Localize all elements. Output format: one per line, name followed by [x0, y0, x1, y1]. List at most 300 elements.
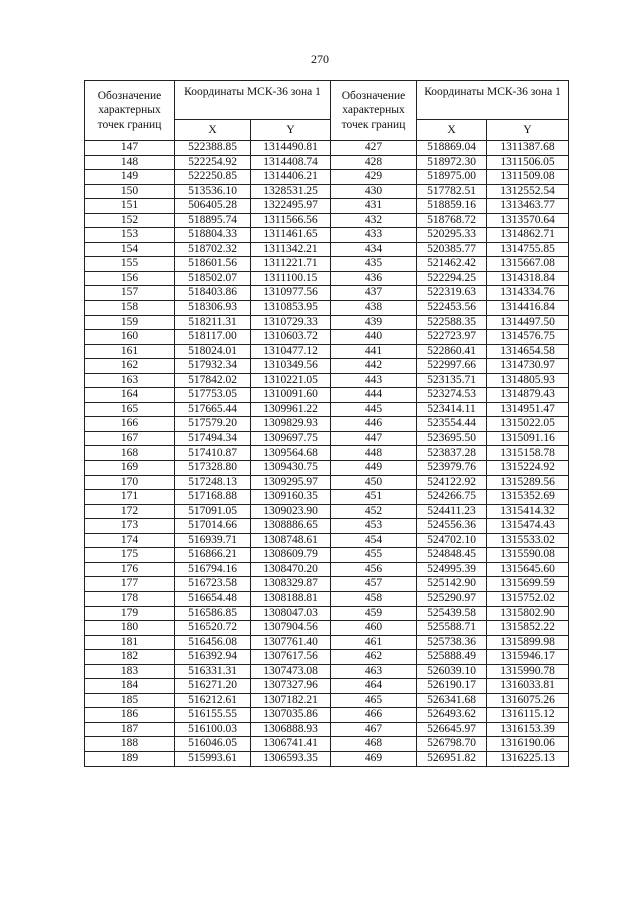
table-row: [85, 301, 569, 316]
table-row: [85, 533, 569, 548]
table-row: [85, 286, 569, 301]
table-row: [85, 184, 569, 199]
x-coordinate-cell: 517932.34: [175, 359, 251, 374]
y-coordinate-cell: 1310349.56: [251, 359, 331, 374]
point-id-cell: 176: [85, 562, 175, 577]
point-id-cell: 441: [331, 344, 417, 359]
x-coordinate-cell: 524995.39: [417, 562, 487, 577]
point-id-cell: 439: [331, 315, 417, 330]
point-id-cell: 452: [331, 504, 417, 519]
table-row: [85, 519, 569, 534]
x-coordinate-cell: 522250.85: [175, 170, 251, 185]
table-row: [85, 751, 569, 766]
table-row: [85, 722, 569, 737]
x-coordinate-cell: 516794.16: [175, 562, 251, 577]
point-id-cell: 150: [85, 184, 175, 199]
y-coordinate-cell: 1309160.35: [251, 490, 331, 505]
y-coordinate-cell: 1314416.84: [487, 301, 569, 316]
x-coordinate-cell: 517665.44: [175, 402, 251, 417]
point-id-cell: 166: [85, 417, 175, 432]
table-row: [85, 315, 569, 330]
y-coordinate-cell: 1311506.05: [487, 155, 569, 170]
x-coordinate-cell: 523695.50: [417, 431, 487, 446]
x-coordinate-cell: 518702.32: [175, 242, 251, 257]
point-id-cell: 189: [85, 751, 175, 766]
point-id-cell: 468: [331, 737, 417, 752]
x-coordinate-cell: 517494.34: [175, 431, 251, 446]
point-id-cell: 433: [331, 228, 417, 243]
y-coordinate-cell: 1308329.87: [251, 577, 331, 592]
y-coordinate-cell: 1316115.12: [487, 708, 569, 723]
y-coordinate-cell: 1311342.21: [251, 242, 331, 257]
point-id-cell: 164: [85, 388, 175, 403]
x-coordinate-cell: 522860.41: [417, 344, 487, 359]
table-row: [85, 330, 569, 345]
x-coordinate-cell: 522997.66: [417, 359, 487, 374]
y-header-left: Y: [251, 120, 331, 141]
point-id-cell: 183: [85, 664, 175, 679]
x-coordinate-cell: 515993.61: [175, 751, 251, 766]
y-coordinate-cell: 1310477.12: [251, 344, 331, 359]
table-row: [85, 373, 569, 388]
x-coordinate-cell: 518117.00: [175, 330, 251, 345]
point-id-cell: 172: [85, 504, 175, 519]
y-coordinate-cell: 1307182.21: [251, 693, 331, 708]
x-coordinate-cell: 518601.56: [175, 257, 251, 272]
y-coordinate-cell: 1307473.08: [251, 664, 331, 679]
x-coordinate-cell: 524122.92: [417, 475, 487, 490]
x-coordinate-cell: 518768.72: [417, 213, 487, 228]
point-id-cell: 465: [331, 693, 417, 708]
y-coordinate-cell: 1314654.58: [487, 344, 569, 359]
y-coordinate-cell: 1316033.81: [487, 679, 569, 694]
table-row: [85, 650, 569, 665]
y-coordinate-cell: 1315474.43: [487, 519, 569, 534]
point-id-cell: 464: [331, 679, 417, 694]
y-coordinate-cell: 1310221.05: [251, 373, 331, 388]
point-id-cell: 449: [331, 461, 417, 476]
y-coordinate-cell: 1311387.68: [487, 141, 569, 156]
table-row: [85, 548, 569, 563]
y-coordinate-cell: 1309430.75: [251, 461, 331, 476]
point-id-cell: 457: [331, 577, 417, 592]
y-coordinate-cell: 1316190.06: [487, 737, 569, 752]
x-coordinate-cell: 526039.10: [417, 664, 487, 679]
y-coordinate-cell: 1316225.13: [487, 751, 569, 766]
x-coordinate-cell: 517579.20: [175, 417, 251, 432]
y-coordinate-cell: 1307327.96: [251, 679, 331, 694]
x-coordinate-cell: 513536.10: [175, 184, 251, 199]
x-coordinate-cell: 525439.58: [417, 606, 487, 621]
point-id-cell: 169: [85, 461, 175, 476]
point-id-cell: 177: [85, 577, 175, 592]
x-coordinate-cell: 521462.42: [417, 257, 487, 272]
y-coordinate-cell: 1315899.98: [487, 635, 569, 650]
x-coordinate-cell: 517753.05: [175, 388, 251, 403]
x-coordinate-cell: 523554.44: [417, 417, 487, 432]
y-coordinate-cell: 1315091.16: [487, 431, 569, 446]
point-id-cell: 435: [331, 257, 417, 272]
x-coordinate-cell: 523135.71: [417, 373, 487, 388]
x-coordinate-cell: 516271.20: [175, 679, 251, 694]
y-coordinate-cell: 1308748.61: [251, 533, 331, 548]
y-coordinate-cell: 1309023.90: [251, 504, 331, 519]
table-row: [85, 708, 569, 723]
table-row: [85, 577, 569, 592]
table-row: [85, 693, 569, 708]
x-coordinate-cell: 517328.80: [175, 461, 251, 476]
x-coordinate-cell: 526951.82: [417, 751, 487, 766]
y-coordinate-cell: 1311566.56: [251, 213, 331, 228]
y-coordinate-cell: 1308470.20: [251, 562, 331, 577]
coordinates-table: [84, 80, 569, 767]
y-coordinate-cell: 1315289.56: [487, 475, 569, 490]
table-row: [85, 228, 569, 243]
point-id-cell: 186: [85, 708, 175, 723]
table-row: [85, 359, 569, 374]
y-coordinate-cell: 1309829.93: [251, 417, 331, 432]
x-coordinate-cell: 516331.31: [175, 664, 251, 679]
x-coordinate-cell: 518804.33: [175, 228, 251, 243]
x-coordinate-cell: 516586.85: [175, 606, 251, 621]
y-coordinate-cell: 1309295.97: [251, 475, 331, 490]
y-coordinate-cell: 1310729.33: [251, 315, 331, 330]
point-id-cell: 185: [85, 693, 175, 708]
point-id-cell: 436: [331, 271, 417, 286]
point-id-cell: 161: [85, 344, 175, 359]
point-id-cell: 454: [331, 533, 417, 548]
point-id-cell: 428: [331, 155, 417, 170]
x-coordinate-cell: 524848.45: [417, 548, 487, 563]
x-coordinate-cell: 523837.28: [417, 446, 487, 461]
y-coordinate-cell: 1315946.17: [487, 650, 569, 665]
point-id-cell: 453: [331, 519, 417, 534]
point-id-cell: 152: [85, 213, 175, 228]
point-id-cell: 179: [85, 606, 175, 621]
y-coordinate-cell: 1311509.08: [487, 170, 569, 185]
y-coordinate-cell: 1310853.95: [251, 301, 331, 316]
x-coordinate-cell: 522588.35: [417, 315, 487, 330]
x-coordinate-cell: 524556.36: [417, 519, 487, 534]
point-id-cell: 427: [331, 141, 417, 156]
x-coordinate-cell: 522254.92: [175, 155, 251, 170]
y-header-right: Y: [487, 120, 569, 141]
x-coordinate-cell: 518895.74: [175, 213, 251, 228]
x-coordinate-cell: 517168.88: [175, 490, 251, 505]
designation-header-right: Обозначение характерных точек границ: [331, 81, 417, 141]
y-coordinate-cell: 1311461.65: [251, 228, 331, 243]
x-coordinate-cell: 518972.30: [417, 155, 487, 170]
y-coordinate-cell: 1309564.68: [251, 446, 331, 461]
y-coordinate-cell: 1314318.84: [487, 271, 569, 286]
table-row: [85, 461, 569, 476]
x-coordinate-cell: 506405.28: [175, 199, 251, 214]
table-body: [85, 141, 569, 767]
point-id-cell: 148: [85, 155, 175, 170]
y-coordinate-cell: 1308886.65: [251, 519, 331, 534]
point-id-cell: 157: [85, 286, 175, 301]
y-coordinate-cell: 1315667.08: [487, 257, 569, 272]
point-id-cell: 467: [331, 722, 417, 737]
y-coordinate-cell: 1315414.32: [487, 504, 569, 519]
point-id-cell: 170: [85, 475, 175, 490]
point-id-cell: 180: [85, 621, 175, 636]
point-id-cell: 440: [331, 330, 417, 345]
x-coordinate-cell: 516392.94: [175, 650, 251, 665]
table-row: [85, 170, 569, 185]
x-coordinate-cell: 516100.03: [175, 722, 251, 737]
point-id-cell: 446: [331, 417, 417, 432]
point-id-cell: 442: [331, 359, 417, 374]
point-id-cell: 160: [85, 330, 175, 345]
x-coordinate-cell: 522388.85: [175, 141, 251, 156]
x-coordinate-cell: 526190.17: [417, 679, 487, 694]
table-row: [85, 199, 569, 214]
point-id-cell: 443: [331, 373, 417, 388]
y-coordinate-cell: 1315699.59: [487, 577, 569, 592]
table-row: [85, 562, 569, 577]
x-coordinate-cell: 522319.63: [417, 286, 487, 301]
point-id-cell: 461: [331, 635, 417, 650]
x-coordinate-cell: 523979.76: [417, 461, 487, 476]
point-id-cell: 434: [331, 242, 417, 257]
point-id-cell: 466: [331, 708, 417, 723]
y-coordinate-cell: 1314497.50: [487, 315, 569, 330]
x-coordinate-cell: 517091.05: [175, 504, 251, 519]
point-id-cell: 167: [85, 431, 175, 446]
table-row: [85, 737, 569, 752]
x-coordinate-cell: 518502.07: [175, 271, 251, 286]
x-coordinate-cell: 523274.53: [417, 388, 487, 403]
y-coordinate-cell: 1315158.78: [487, 446, 569, 461]
table-header: [85, 81, 569, 141]
y-coordinate-cell: 1309697.75: [251, 431, 331, 446]
y-coordinate-cell: 1314755.85: [487, 242, 569, 257]
point-id-cell: 175: [85, 548, 175, 563]
x-coordinate-cell: 516654.48: [175, 591, 251, 606]
point-id-cell: 460: [331, 621, 417, 636]
table-row: [85, 141, 569, 156]
point-id-cell: 451: [331, 490, 417, 505]
point-id-cell: 174: [85, 533, 175, 548]
y-coordinate-cell: 1314730.97: [487, 359, 569, 374]
y-coordinate-cell: 1310091.60: [251, 388, 331, 403]
x-coordinate-cell: 518024.01: [175, 344, 251, 359]
point-id-cell: 432: [331, 213, 417, 228]
table-row: [85, 606, 569, 621]
x-coordinate-cell: 525588.71: [417, 621, 487, 636]
y-coordinate-cell: 1328531.25: [251, 184, 331, 199]
x-coordinate-cell: 518306.93: [175, 301, 251, 316]
point-id-cell: 158: [85, 301, 175, 316]
y-coordinate-cell: 1315352.69: [487, 490, 569, 505]
y-coordinate-cell: 1314951.47: [487, 402, 569, 417]
y-coordinate-cell: 1314805.93: [487, 373, 569, 388]
point-id-cell: 151: [85, 199, 175, 214]
y-coordinate-cell: 1315802.90: [487, 606, 569, 621]
point-id-cell: 163: [85, 373, 175, 388]
x-coordinate-cell: 526341.68: [417, 693, 487, 708]
x-coordinate-cell: 517410.87: [175, 446, 251, 461]
point-id-cell: 184: [85, 679, 175, 694]
y-coordinate-cell: 1311221.71: [251, 257, 331, 272]
y-coordinate-cell: 1315022.05: [487, 417, 569, 432]
y-coordinate-cell: 1311100.15: [251, 271, 331, 286]
y-coordinate-cell: 1306888.93: [251, 722, 331, 737]
x-coordinate-cell: 516939.71: [175, 533, 251, 548]
y-coordinate-cell: 1315852.22: [487, 621, 569, 636]
designation-header-left: Обозначение характерных точек границ: [85, 81, 175, 141]
y-coordinate-cell: 1307617.56: [251, 650, 331, 665]
page-number: 270: [311, 52, 329, 66]
y-coordinate-cell: 1308047.03: [251, 606, 331, 621]
point-id-cell: 156: [85, 271, 175, 286]
point-id-cell: 171: [85, 490, 175, 505]
x-header-right: X: [417, 120, 487, 141]
x-coordinate-cell: 518975.00: [417, 170, 487, 185]
point-id-cell: 445: [331, 402, 417, 417]
table-row: [85, 257, 569, 272]
y-coordinate-cell: 1315645.60: [487, 562, 569, 577]
y-coordinate-cell: 1315224.92: [487, 461, 569, 476]
table-row: [85, 635, 569, 650]
point-id-cell: 159: [85, 315, 175, 330]
y-coordinate-cell: 1310977.56: [251, 286, 331, 301]
y-coordinate-cell: 1314879.43: [487, 388, 569, 403]
table-row: [85, 591, 569, 606]
x-coordinate-cell: 525142.90: [417, 577, 487, 592]
table-row: [85, 388, 569, 403]
x-coordinate-cell: 516212.61: [175, 693, 251, 708]
table-row: [85, 402, 569, 417]
y-coordinate-cell: 1308188.81: [251, 591, 331, 606]
x-coordinate-cell: 517842.02: [175, 373, 251, 388]
table-row: [85, 155, 569, 170]
x-coordinate-cell: 524702.10: [417, 533, 487, 548]
table-row: [85, 431, 569, 446]
x-coordinate-cell: 516155.55: [175, 708, 251, 723]
point-id-cell: 187: [85, 722, 175, 737]
x-coordinate-cell: 525888.49: [417, 650, 487, 665]
y-coordinate-cell: 1314406.21: [251, 170, 331, 185]
point-id-cell: 165: [85, 402, 175, 417]
point-id-cell: 168: [85, 446, 175, 461]
x-coordinate-cell: 526798.70: [417, 737, 487, 752]
y-coordinate-cell: 1307035.86: [251, 708, 331, 723]
point-id-cell: 469: [331, 751, 417, 766]
y-coordinate-cell: 1315752.02: [487, 591, 569, 606]
x-coordinate-cell: 518869.04: [417, 141, 487, 156]
x-coordinate-cell: 526645.97: [417, 722, 487, 737]
y-coordinate-cell: 1307904.56: [251, 621, 331, 636]
y-coordinate-cell: 1307761.40: [251, 635, 331, 650]
table-row: [85, 446, 569, 461]
x-coordinate-cell: 526493.62: [417, 708, 487, 723]
point-id-cell: 438: [331, 301, 417, 316]
x-header-left: X: [175, 120, 251, 141]
x-coordinate-cell: 520295.33: [417, 228, 487, 243]
x-coordinate-cell: 524411.23: [417, 504, 487, 519]
point-id-cell: 458: [331, 591, 417, 606]
x-coordinate-cell: 516456.08: [175, 635, 251, 650]
point-id-cell: 459: [331, 606, 417, 621]
coords-group-header-right: Координаты МСК-36 зона 1: [417, 81, 569, 120]
y-coordinate-cell: 1314490.81: [251, 141, 331, 156]
x-coordinate-cell: 516520.72: [175, 621, 251, 636]
x-coordinate-cell: 517014.66: [175, 519, 251, 534]
y-coordinate-cell: 1322495.97: [251, 199, 331, 214]
x-coordinate-cell: 516046.05: [175, 737, 251, 752]
point-id-cell: 182: [85, 650, 175, 665]
x-coordinate-cell: 522723.97: [417, 330, 487, 345]
x-coordinate-cell: 517248.13: [175, 475, 251, 490]
point-id-cell: 155: [85, 257, 175, 272]
y-coordinate-cell: 1315990.78: [487, 664, 569, 679]
point-id-cell: 444: [331, 388, 417, 403]
point-id-cell: 162: [85, 359, 175, 374]
x-coordinate-cell: 520385.77: [417, 242, 487, 257]
table-row: [85, 679, 569, 694]
table-row: [85, 417, 569, 432]
point-id-cell: 455: [331, 548, 417, 563]
y-coordinate-cell: 1314334.76: [487, 286, 569, 301]
x-coordinate-cell: 516866.21: [175, 548, 251, 563]
point-id-cell: 430: [331, 184, 417, 199]
x-coordinate-cell: 524266.75: [417, 490, 487, 505]
point-id-cell: 431: [331, 199, 417, 214]
y-coordinate-cell: 1315590.08: [487, 548, 569, 563]
point-id-cell: 181: [85, 635, 175, 650]
table-row: [85, 504, 569, 519]
y-coordinate-cell: 1313463.77: [487, 199, 569, 214]
point-id-cell: 149: [85, 170, 175, 185]
y-coordinate-cell: 1314862.71: [487, 228, 569, 243]
y-coordinate-cell: 1310603.72: [251, 330, 331, 345]
point-id-cell: 463: [331, 664, 417, 679]
y-coordinate-cell: 1312552.54: [487, 184, 569, 199]
x-coordinate-cell: 516723.58: [175, 577, 251, 592]
table-row: [85, 475, 569, 490]
x-coordinate-cell: 517782.51: [417, 184, 487, 199]
point-id-cell: 456: [331, 562, 417, 577]
table-row: [85, 621, 569, 636]
x-coordinate-cell: 522453.56: [417, 301, 487, 316]
x-coordinate-cell: 525738.36: [417, 635, 487, 650]
table-row: [85, 213, 569, 228]
y-coordinate-cell: 1316153.39: [487, 722, 569, 737]
table-row: [85, 664, 569, 679]
y-coordinate-cell: 1314408.74: [251, 155, 331, 170]
x-coordinate-cell: 518859.16: [417, 199, 487, 214]
point-id-cell: 153: [85, 228, 175, 243]
y-coordinate-cell: 1308609.79: [251, 548, 331, 563]
x-coordinate-cell: 523414.11: [417, 402, 487, 417]
point-id-cell: 462: [331, 650, 417, 665]
coords-group-header-left: Координаты МСК-36 зона 1: [175, 81, 331, 120]
point-id-cell: 437: [331, 286, 417, 301]
point-id-cell: 188: [85, 737, 175, 752]
point-id-cell: 447: [331, 431, 417, 446]
point-id-cell: 154: [85, 242, 175, 257]
point-id-cell: 448: [331, 446, 417, 461]
y-coordinate-cell: 1315533.02: [487, 533, 569, 548]
table-row: [85, 271, 569, 286]
table-row: [85, 242, 569, 257]
y-coordinate-cell: 1306741.41: [251, 737, 331, 752]
point-id-cell: 429: [331, 170, 417, 185]
point-id-cell: 178: [85, 591, 175, 606]
y-coordinate-cell: 1314576.75: [487, 330, 569, 345]
